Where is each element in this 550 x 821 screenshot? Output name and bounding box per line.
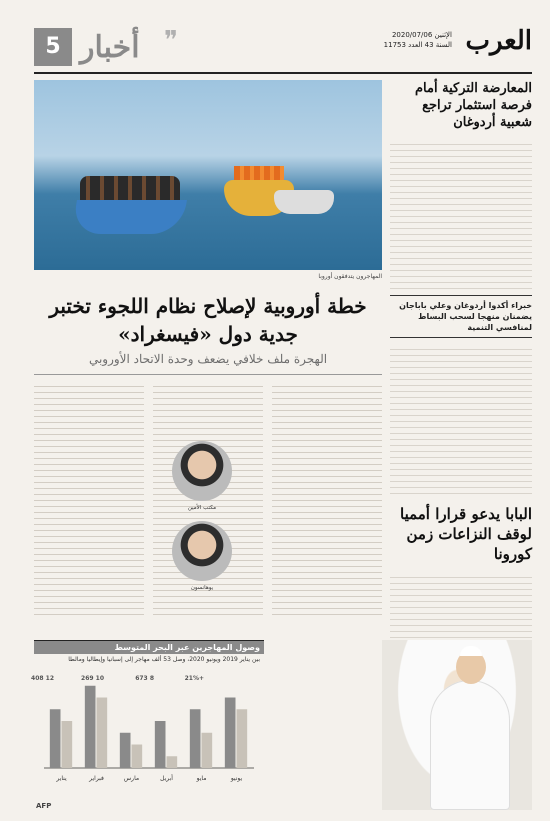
chart-bar-2020-4 [202, 733, 213, 768]
white-boat [274, 190, 334, 214]
chart-bar-2019-1 [85, 686, 96, 768]
section-title: أخبار [80, 30, 140, 65]
chart-badge: 12 408 [31, 675, 54, 682]
issue-number: السنة 43 العدد 11753 [383, 41, 452, 49]
chart-tick-label: مارس [123, 775, 140, 782]
main-subheadline: الهجرة ملف خلافي يضعف وحدة الاتحاد الأوروبي [88, 352, 328, 366]
chart-bar-2020-1 [97, 698, 108, 769]
portrait-2 [172, 521, 232, 581]
chart-bar-2020-0 [62, 721, 73, 768]
chart-tick-label: يناير [56, 775, 67, 782]
masthead-logo: العرب [465, 26, 532, 56]
blue-boat [71, 200, 187, 234]
chart-tick-label: يونيو [230, 775, 243, 782]
main-headline[interactable]: خطة أوروبية لإصلاح نظام اللجوء تختبر جدية دول «فيسغراد» [49, 294, 367, 346]
turkey-article-body [390, 139, 532, 289]
masthead [372, 26, 532, 60]
chart-subtitle: بين يناير 2019 ويونيو 2020، وصل 53 ألف مهاجر إلى إسبانيا وإيطاليا ومالطا [68, 656, 260, 663]
pull-quote: خبراء أكدوا أردوغان وعلي باباجان يضمنان منهجا لسحب البساط لمنافسي التنمية [399, 301, 532, 332]
header-rule [34, 72, 532, 74]
quote-mark-icon: ❞ [164, 26, 178, 56]
chart-tick-label: مايو [196, 775, 207, 782]
migration-chart [31, 640, 264, 800]
pull-quote-box [390, 295, 532, 338]
pope-figure [430, 680, 510, 810]
pope-headline[interactable]: البابا يدعو قرارا أمميا لوقف النزاعات زمن كورونا [400, 505, 532, 563]
portrait-1-label: مكتب الأمين [187, 505, 217, 511]
photo-caption: المهاجرون يتدفقون أوروبا [318, 273, 382, 280]
main-column [34, 80, 382, 619]
page-number: 5 [34, 28, 72, 66]
issue-date: الإثنين 2020/07/06 [391, 31, 452, 39]
chart-bar-2019-0 [50, 709, 61, 768]
chart-bar-2020-5 [237, 709, 248, 768]
chart-source: AFP [36, 802, 52, 810]
chart-badge: 10 269 [81, 675, 104, 682]
main-article-body [34, 381, 382, 619]
migrants-boat-photo [34, 80, 382, 270]
issue-info [372, 30, 452, 50]
portrait-2-label: يوهانسون [190, 585, 214, 591]
chart-plot [31, 666, 264, 786]
chart-badge: +21% [184, 675, 204, 682]
chart-tick-label: فبراير [89, 775, 104, 782]
article-col-1 [272, 381, 382, 619]
main-rule [34, 374, 382, 375]
portrait-1 [172, 441, 232, 501]
turkey-article-body-2 [390, 344, 532, 494]
chart-title: وصول المهاجرين عبر البحر المتوسط [34, 641, 264, 654]
article-col-3 [34, 381, 144, 619]
chart-bar-2020-2 [132, 745, 143, 769]
right-column [390, 80, 532, 642]
chart-tick-label: أبريل [160, 775, 173, 782]
chart-bar-2019-3 [155, 721, 166, 768]
chart-bar-2019-4 [190, 709, 201, 768]
chart-badge: 8 673 [135, 675, 154, 682]
chart-bar-2020-3 [167, 756, 178, 768]
pope-article-body [390, 572, 532, 642]
turkey-headline[interactable]: المعارضة التركية أمام فرصة استثمار تراجع شعبية أردوغان [415, 81, 532, 130]
chart-bar-2019-5 [225, 698, 236, 769]
chart-bar-2019-2 [120, 733, 131, 768]
